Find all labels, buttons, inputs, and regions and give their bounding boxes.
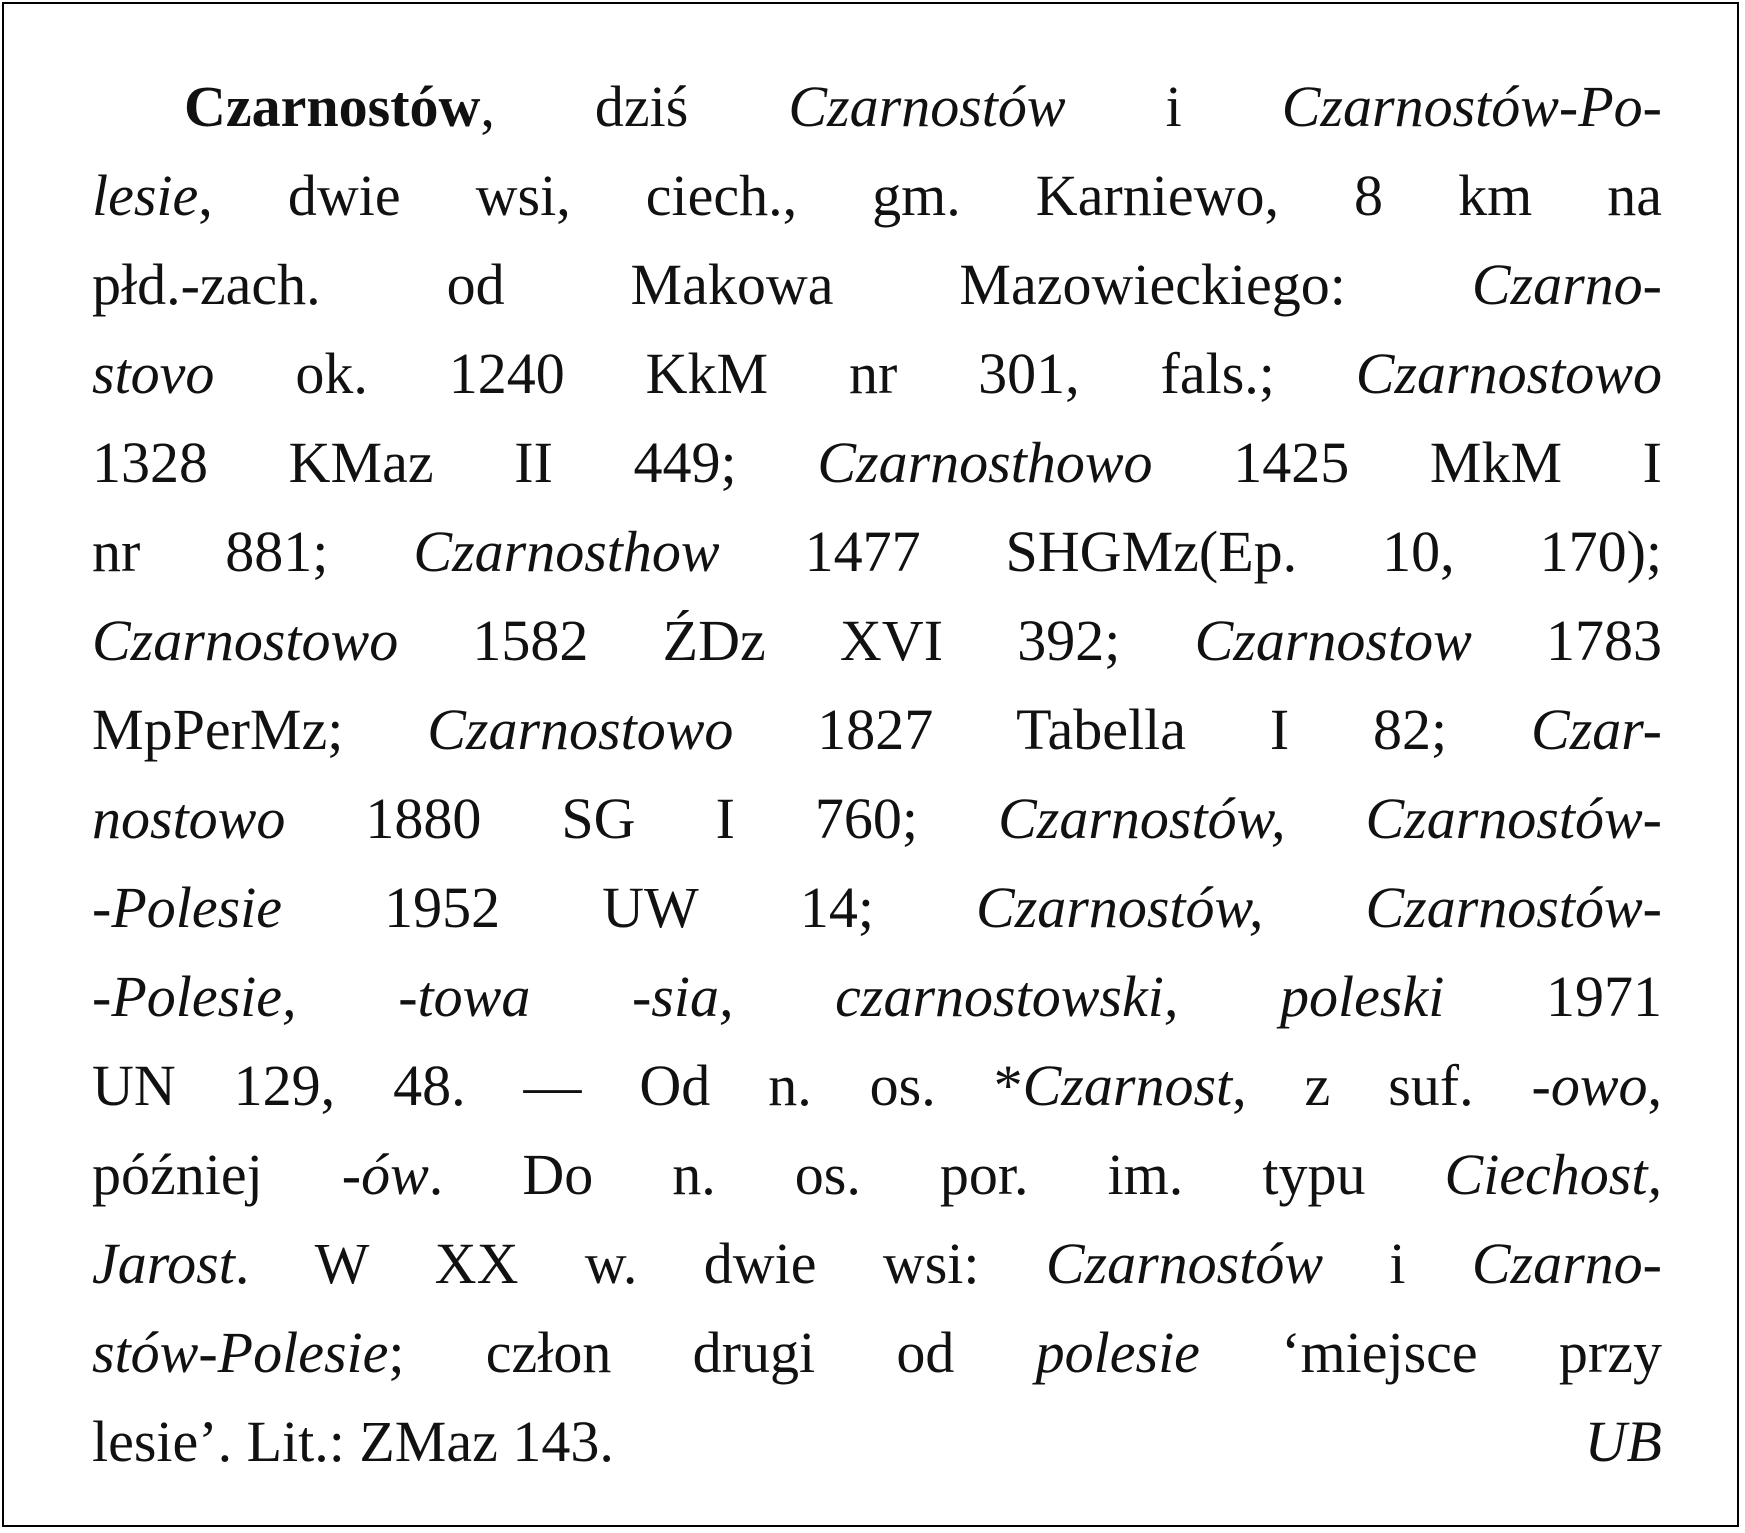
text-run: ,: [1647, 1053, 1662, 1118]
text-run: , z suf.: [1232, 1053, 1532, 1118]
italic-form: Czarnostowo: [1355, 341, 1662, 406]
text-run: 1477 SHGMz(Ep. 10, 170);: [719, 519, 1663, 584]
text-run: ok. 1240 KkM nr 301, fals.;: [214, 341, 1356, 406]
italic-form: -ów: [341, 1142, 429, 1207]
text-run: UN 129, 48. — Od n. os. *: [92, 1053, 1023, 1118]
dictionary-entry: [92, 62, 1662, 1486]
text-run: 1880 SG I 760;: [285, 786, 999, 851]
italic-form: stovo: [92, 341, 215, 406]
italic-form: Czarnosthowo: [817, 430, 1153, 495]
entry-text-line: lesie’. Lit.: ZMaz 143.: [92, 1409, 614, 1474]
text-run: 1971: [1444, 964, 1663, 1029]
text-run: . Do n. os. por. im. typu: [428, 1142, 1445, 1207]
text-run: . W XX w. dwie wsi:: [234, 1231, 1046, 1296]
entry-text-line: [92, 1219, 1662, 1308]
text-run: , dziś: [480, 74, 789, 139]
entry-text-line: [92, 329, 1662, 418]
text-run: MpPerMz;: [92, 697, 428, 762]
entry-text-line: [92, 774, 1662, 863]
italic-form: -owo: [1531, 1053, 1648, 1118]
entry-text-line: [92, 1308, 1662, 1397]
author-initials: UB: [1584, 1409, 1662, 1474]
italic-form: Czarnostów, Czarnostów-: [976, 875, 1662, 940]
entry-text-line: [92, 685, 1662, 774]
text-run: 1425 MkM I: [1152, 430, 1662, 495]
italic-form: nostowo: [92, 786, 286, 851]
italic-form: Czarnostowo: [92, 608, 399, 673]
text-run: ‘miejsce przy: [1199, 1320, 1662, 1385]
entry-text-line: [92, 151, 1662, 240]
italic-form: -Polesie, -towa -sia, czarnostowski, poleski: [92, 964, 1445, 1029]
italic-form: Czarno-: [1471, 1231, 1662, 1296]
italic-form: lesie: [92, 163, 199, 228]
entry-text-line: [92, 596, 1662, 685]
text-run: , dwie wsi, ciech., gm. Karniewo, 8 km na: [198, 163, 1662, 228]
text-run: nr 881;: [92, 519, 414, 584]
entry-text-line: [92, 507, 1662, 596]
italic-form: Czarnost: [1022, 1053, 1233, 1118]
italic-form: polesie: [1035, 1320, 1200, 1385]
italic-form: Czarnostów: [788, 74, 1066, 139]
italic-form: Czarnostów: [1045, 1231, 1324, 1296]
text-run: 1952 UW 14;: [282, 875, 977, 940]
text-run: 1328 KMaz II 449;: [92, 430, 818, 495]
italic-form: Czarnostów-Po-: [1281, 74, 1662, 139]
text-run: ; człon drugi od: [388, 1320, 1036, 1385]
page-frame: [2, 2, 1739, 1527]
entry-text-line: [92, 240, 1662, 329]
italic-form: stów-Polesie: [92, 1320, 389, 1385]
italic-form: -Polesie: [92, 875, 283, 940]
italic-form: Ciechost,: [1444, 1142, 1662, 1207]
text-run: i: [1323, 1231, 1472, 1296]
italic-form: Czarno-: [1471, 252, 1662, 317]
text-run: 1827 Tabella I 82;: [733, 697, 1532, 762]
text-run: i: [1065, 74, 1282, 139]
italic-form: Czarnostowo: [427, 697, 734, 762]
headword: Czarnostów: [184, 74, 481, 139]
italic-form: Czar-: [1531, 697, 1662, 762]
entry-text-line: [92, 1130, 1662, 1219]
entry-text-line: [92, 62, 1662, 151]
text-run: płd.-zach. od Makowa Mazowieckiego:: [92, 252, 1472, 317]
entry-text-line: [92, 952, 1662, 1041]
entry-last-line: [92, 1397, 1662, 1486]
text-run: 1582 ŹDz XVI 392;: [398, 608, 1195, 673]
italic-form: Czarnostów, Czarnostów-: [998, 786, 1662, 851]
text-run: później: [92, 1142, 342, 1207]
text-run: 1783: [1471, 608, 1663, 673]
entry-text-line: [92, 418, 1662, 507]
italic-form: Jarost: [92, 1231, 235, 1296]
italic-form: Czarnostow: [1194, 608, 1472, 673]
entry-text-line: [92, 1041, 1662, 1130]
italic-form: Czarnosthow: [413, 519, 720, 584]
entry-text-line: [92, 863, 1662, 952]
